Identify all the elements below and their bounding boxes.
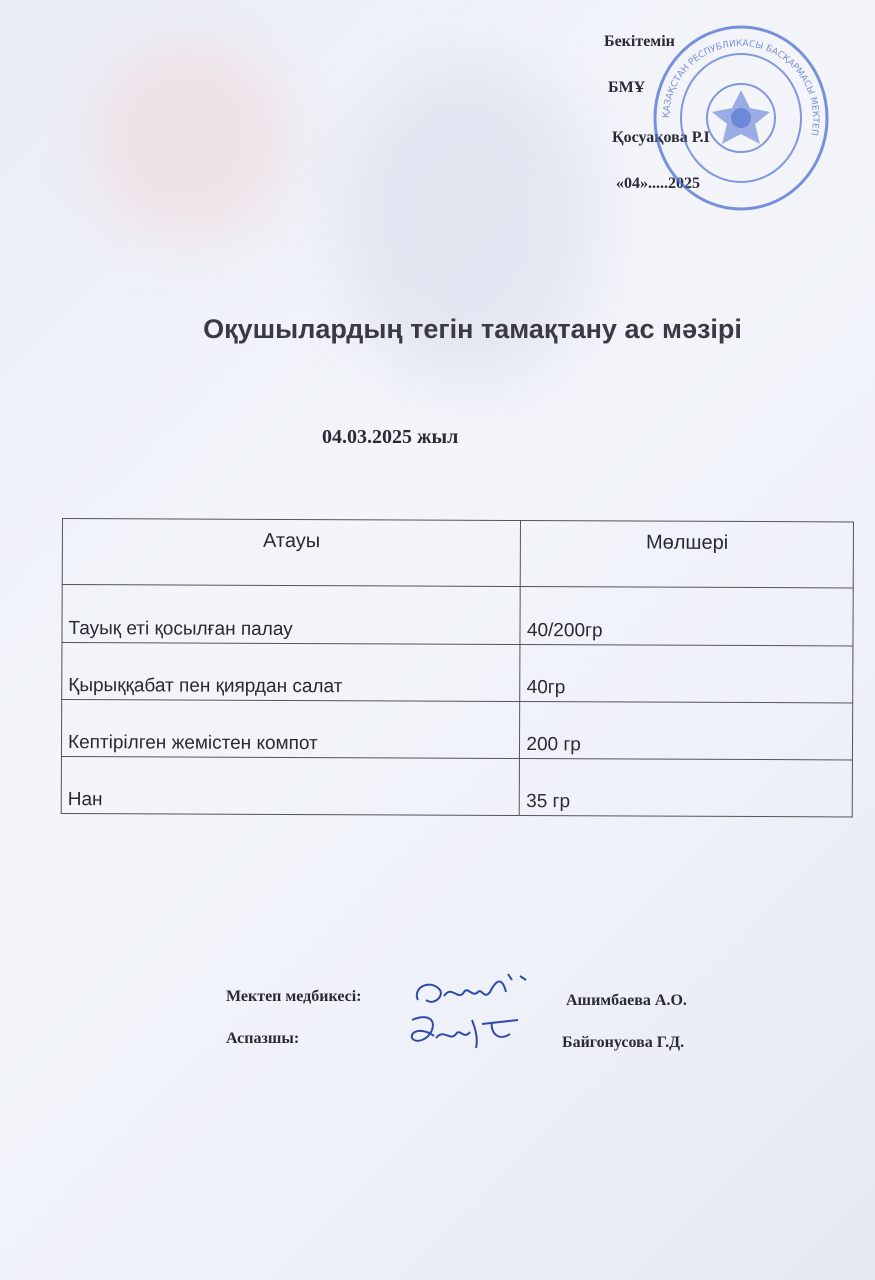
table-row [61, 700, 852, 760]
table-cell-amount: 35 гр [520, 759, 853, 817]
table-row [62, 643, 853, 703]
nurse-label: Мектеп медбикесі: [226, 988, 362, 1005]
nurse-signature-icon [410, 970, 540, 1014]
background-shade [90, 40, 290, 240]
table-cell-amount: 200 гр [520, 702, 853, 760]
approval-line-2: БМҰ [608, 79, 646, 96]
table-cell-name: Қырыққабат пен қиярдан салат [62, 643, 521, 702]
table-cell-name: Тауық еті қосылған палау [62, 585, 521, 645]
table-header-row [62, 519, 853, 588]
cook-label: Аспазшы: [226, 1030, 300, 1047]
table-cell-amount: 40гр [520, 645, 853, 703]
cook-name: Байгонусова Г.Д. [562, 1034, 685, 1051]
cook-signature-icon [406, 1010, 536, 1054]
approval-line-1: Бекітемін [604, 33, 675, 50]
menu-date: 04.03.2025 жыл [322, 426, 459, 448]
column-header-amount: Мөлшері [521, 521, 854, 588]
table-row [62, 585, 853, 646]
approval-line-4: «04».....2025 [616, 175, 700, 192]
menu-table [61, 518, 854, 817]
approval-line-3: Қосуақова Р.І [612, 129, 710, 146]
page-title: Оқушылардың тегін тамақтану ас мәзірі [203, 314, 742, 344]
column-header-name: Атауы [62, 519, 521, 587]
stamp-text: ҚАЗАҚСТАН РЕСПУБЛИКАСЫ БАСҚАРМАСЫ МЕКТЕП [661, 38, 821, 137]
table-cell-name: Кептірілген жемістен компот [61, 700, 520, 759]
nurse-name: Ашимбаева А.О. [566, 992, 687, 1009]
official-stamp-icon [652, 24, 830, 212]
table-row [61, 756, 852, 816]
table-cell-amount: 40/200гр [520, 587, 853, 646]
table-cell-name: Нан [61, 756, 520, 815]
